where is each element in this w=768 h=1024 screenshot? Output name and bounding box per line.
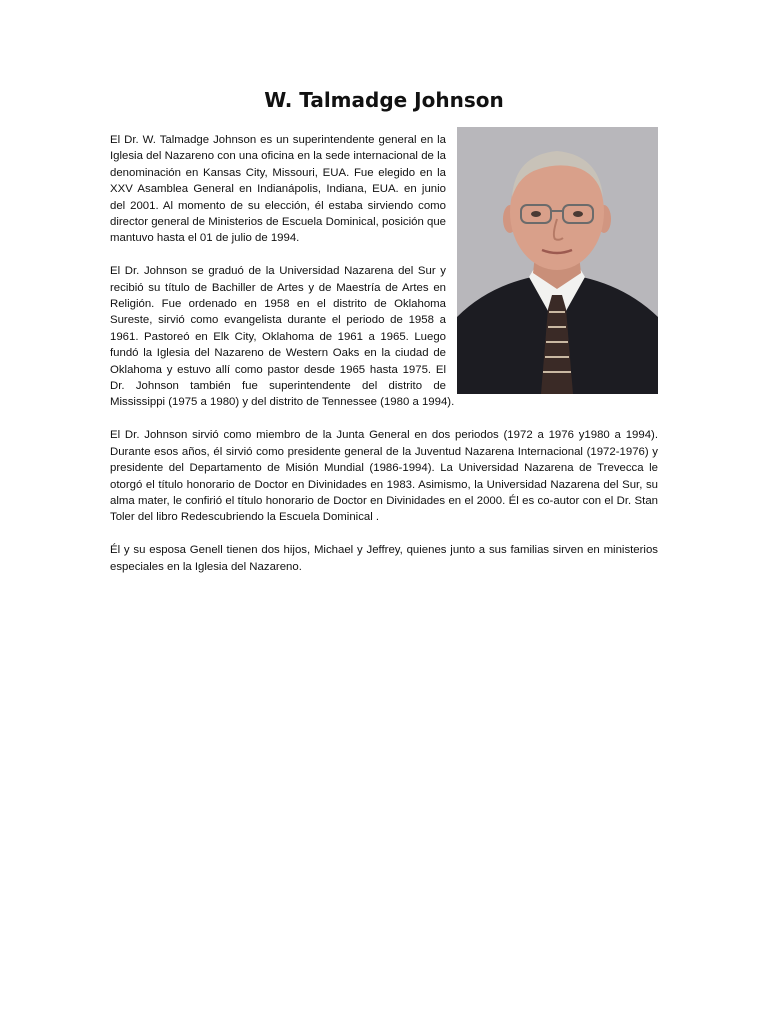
document-body bbox=[110, 132, 658, 591]
paragraph-2: El Dr. Johnson se graduó de la Universidad Nazarena del Sur y recibió su título de Bachiller de Artes y de Maestría de Artes en Religión. Fue ordenado en 1958 en el distrito de Oklahoma Sureste, sirvió como evangelista durante el periodo de 1958 a 1961. Pastoreó en Elk City, Oklahoma de 1961 a 1965. Luego fundó la Iglesia del Nazareno de Western Oaks en la ciudad de Oklahoma y estuvo allí como pastor desde 1965 hasta 1975. El Dr. Johnson también fue superintendente del distrito de Mississippi (1975 a 1980) y del distrito de Tennessee (1980 a 1994). bbox=[110, 265, 455, 409]
portrait-photo bbox=[457, 127, 658, 394]
paragraph-3: El Dr. Johnson sirvió como miembro de la Junta General en dos periodos (1972 a 1976 y1980 a 1994). Durante esos años, él sirvió como presidente general de la Juventud Nazarena Internacional (1972-1976) y presidente del Departamento de Misión Mundial (1986-1994). La Universidad Nazarena de Trevecca le otorgó el título honorario de Doctor en Divinidades en 1983. Asimismo, la Universidad Nazarena del Sur, su alma mater, le confirió el título honorario de Doctor en Divinidades en el 2000. Él es co-autor con el Dr. Stan Toler del libro Redescubriendo la Escuela Dominical . bbox=[110, 429, 658, 524]
paragraph-4: Él y su esposa Genell tienen dos hijos, Michael y Jeffrey, quienes junto a sus familias sirven en ministerios especiales en la Iglesia del Nazareno. bbox=[110, 544, 658, 573]
page-title: W. Talmadge Johnson bbox=[264, 88, 504, 112]
paragraph-1: El Dr. W. Talmadge Johnson es un superintendente general en la Iglesia del Nazareno con una oficina en la sede internacional de la denominación en Kansas City, Missouri, EUA. Fue elegido en la XXV Asamblea General en Indianápolis, Indiana, EUA. en junio del 2001. Al momento de su elección, él estaba sirviendo como director general de Ministerios de Escuela Dominical, posición que mantuvo hasta el 01 de julio de 1994. bbox=[110, 134, 446, 245]
